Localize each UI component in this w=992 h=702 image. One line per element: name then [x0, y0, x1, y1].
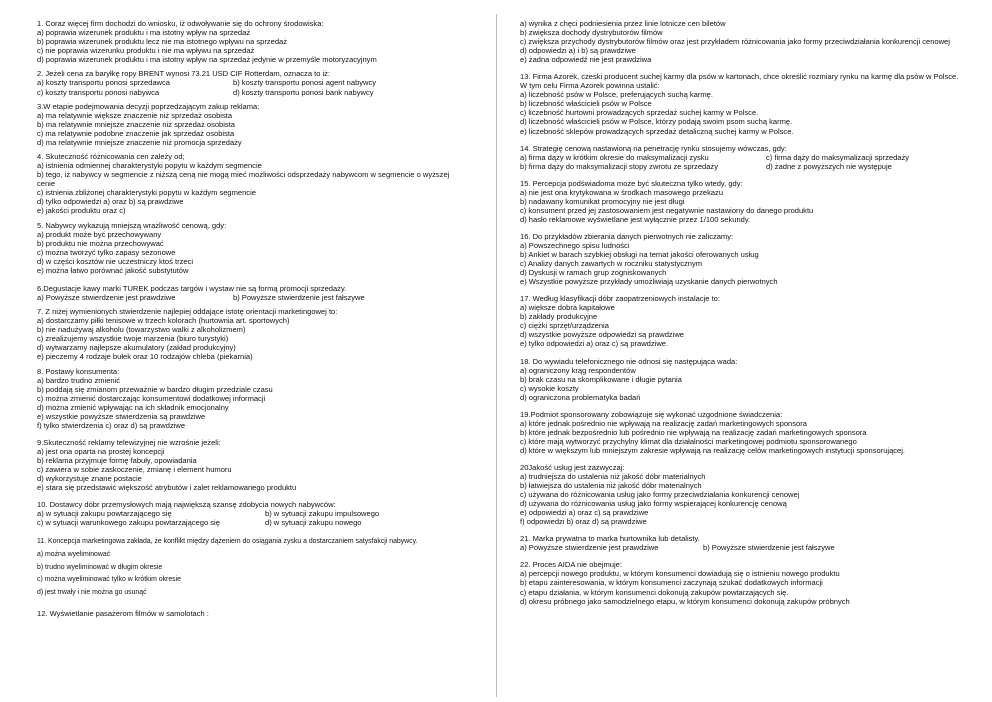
question-22 [520, 560, 965, 605]
answer-option: b) liczebność właścicieli psów w Polsce [520, 99, 652, 109]
question-title: 5. Nabywcy wykazują mniejszą wrażliwość cenową, gdy: [37, 220, 227, 230]
answer-option: a) ograniczony krąg respondentów [520, 365, 636, 375]
question-11 [37, 537, 467, 599]
answer-option: c) używana do różnicowania usług jako formy przeciwdziałania konkurencji cenowej [520, 490, 800, 500]
answer-option: b) Powyższe stwierdzenie jest fałszywe [233, 293, 365, 303]
answer-option: d) żadne z powyższych nie występuje [766, 161, 892, 171]
answer-option: e) Wszystkie powyższe przykłady umożliwiają uzyskanie danych pierwotnych [520, 277, 778, 287]
answer-option: c) można wyeliminować tylko w krótkim okresie [37, 576, 181, 584]
answer-option: c) zwiększa przychody dystrybutorów filmów oraz jest przykładem różnicowania jako formy przeciwdziałania konkurencji cenowej [520, 37, 950, 47]
question-title: 6.Degustacje kawy marki TUREK podczas targów i wystaw nie są formą promocji sprzedaży. [37, 283, 347, 293]
answer-row [520, 543, 965, 552]
answer-option: b) firma dąży do maksymalizacji stopy zwrotu ze sprzedaży [520, 161, 718, 171]
answer-option: d) Dyskusji w ramach grup zogniskowanych [520, 268, 667, 278]
question-20 [520, 463, 965, 526]
question-title: 14. Strategię cenową nastawioną na penetrację rynku stosujemy wówczas, gdy: [520, 143, 787, 153]
question-13 [520, 72, 965, 135]
question-title: 13. Firma Azorek, czeski producent suchej karmy dla psów w kartonach, chce określić rozmiary rynku na karmę dla psów w Polsce. W tym celu Firma Azorek powinna ustalić: [520, 72, 959, 91]
answer-option: a) produkt może być przechowywany [37, 229, 162, 239]
question-title: 19.Podmiot sponsorowany zobowiązuje się wykonać uzgodnione świadczenia: [520, 409, 783, 419]
answer-option: e) można łatwo porównać jakość substytutów [37, 265, 189, 275]
answer-option: b) poprawia wizerunek produktu lecz nie ma istotnego wpływu na sprzedaż [37, 37, 288, 47]
question-12-continued [520, 19, 965, 64]
answer-option: f) odpowiedzi b) oraz d) są prawdziwe [520, 517, 647, 527]
question-4 [37, 152, 467, 215]
answer-option: a) większe dobra kapitałowe [520, 303, 615, 313]
answer-option: a) nie jest ona krytykowana w środkach masowego przekazu [520, 187, 724, 197]
question-title: 18. Do wywiadu telefonicznego nie odnosi się następująca wada: [520, 356, 738, 366]
answer-option: d) wytwarzamy najlepsze akumulatory (zakład produkcyjny) [37, 343, 236, 353]
question-12 [37, 609, 467, 618]
answer-option: b) Ankiet w barach szybkiej obsługi na temat jakości oferowanych usług [520, 250, 759, 260]
answer-option: c) można zmienić dostarczając konsumentowi dodatkowej informacji [37, 393, 266, 403]
answer-option: b) zakłady produkcyjne [520, 312, 598, 322]
answer-option: a) Powszechnego spisu ludności [520, 240, 630, 250]
answer-option: a) jest ona oparta na prostej koncepcji [37, 447, 165, 457]
answer-option: d) wykorzystuje znane postacie [37, 474, 142, 484]
answer-option: c) firma dąży do maksymalizacji sprzedaży [766, 152, 910, 162]
answer-option: a) ma relatywnie większe znaczenie niż sprzedaż osobista [37, 110, 233, 120]
answer-option: b) łatwiejsza do ustalenia niż jakość dóbr materialnych [520, 481, 702, 491]
question-title: 22. Proces AIDA nie obejmuje: [520, 560, 622, 570]
answer-option: d) wszystkie powyższe odpowiedzi są prawdziwe [520, 330, 685, 340]
answer-option: d) które w większym lub mniejszym zakresie wpływają na realizację celów marketingowych instytucji sponsorującej. [520, 445, 906, 455]
answer-option: c) ma relatywnie podobne znaczenie jak sprzedaż osobista [37, 128, 235, 138]
question-title: 11. Koncepcja marketingowa zakłada, że konflikt między dążeniem do osiągania zysku a dostarczaniem satysfakcji nabywcy. [37, 538, 418, 546]
column-divider [496, 14, 497, 697]
answer-row [520, 153, 965, 162]
answer-option: a) które jednak pośrednio nie wpływają na realizację zadań marketingowych sponsora [520, 418, 807, 428]
answer-option: c) można tworzyć tylko zapasy sezonowe [37, 247, 176, 257]
answer-option: c) zawiera w sobie zaskoczenie, zmianę i element humoru [37, 465, 232, 475]
answer-option: d) poprawia wizerunek produktu i ma istotny wpływ na sprzedaż jedynie w przemyśle motoryzacyjnym [37, 55, 377, 65]
answer-option: a) liczebność psów w Polsce, preferujących suchą karmę. [520, 90, 713, 100]
answer-option: c) które mają wytworzyć przychylny klimat dla działalności marketingowej podmiotu sponsorowanego [520, 436, 857, 446]
question-17 [520, 294, 965, 348]
question-8 [37, 367, 467, 430]
question-1 [37, 19, 467, 64]
answer-option: c) Analizy danych zawartych w roczniku statystycznym [520, 259, 703, 269]
answer-option: c) nie poprawia wizerunku produktu i nie ma wpływu na sprzedaż [37, 46, 255, 56]
question-7 [37, 307, 467, 361]
answer-option: c) w sytuacji warunkowego zakupu powtarzającego się [37, 518, 220, 528]
right-column [520, 19, 965, 611]
question-14 [520, 144, 965, 171]
answer-option: e) tylko odpowiedzi a) oraz c) są prawdziwe. [520, 339, 669, 349]
answer-row [37, 88, 467, 97]
question-15 [520, 179, 965, 224]
question-title: 3.W etapie podejmowania decyzji poprzedzającym zakup reklama: [37, 101, 260, 111]
answer-option: a) dostarczamy piłki tenisowe w trzech kolorach (hurtownia art. sportowych) [37, 316, 290, 326]
answer-option: b) które jednak bezpośrednio lub pośrednio nie wpływają na realizację zadań marketingowych sponsora [520, 427, 867, 437]
answer-option: c) konsument przed jej zastosowaniem jest negatywnie nastawiony do danego produktu [520, 205, 814, 215]
answer-option: d) okresu próbnego jako samodzielnego etapu, w którym konsumenci dokonują zakupów próbnych [520, 596, 850, 606]
answer-option: b) koszty transportu ponosi agent nabywcy [233, 78, 377, 88]
answer-option: d) można zmienić wpływając na ich składnik emocjonalny [37, 402, 229, 412]
answer-option: a) trudniejsza do ustalenia niż jakość dóbr materialnych [520, 472, 706, 482]
answer-option: a) poprawia wizerunek produktu i ma istotny wpływ na sprzedaż [37, 28, 251, 38]
question-title: 1. Coraz więcej firm dochodzi do wniosku, iż odwoływanie się do ochrony środowiska: [37, 19, 324, 28]
answer-option: a) można wyeliminować [37, 550, 111, 558]
answer-option: c) liczebność hurtowni prowadzących sprzedaż suchej karmy w Polsce. [520, 108, 759, 118]
answer-option: c) zrealizujemy wszystkie twoje marzenia (biuro turystyki) [37, 334, 229, 344]
answer-option: b) trudno wyeliminować w długim okresie [37, 563, 163, 571]
question-title: 15. Percepcja podświadoma może być skuteczna tylko wtedy, gdy: [520, 178, 743, 188]
answer-option: a) bardzo trudno zmienić [37, 375, 121, 385]
answer-option: d) jest trwały i nie można go usunąć [37, 588, 147, 596]
answer-option: b) produktu nie można przechowywać [37, 238, 164, 248]
question-title: 16. Do przykładów zbierania danych pierwotnych nie zaliczamy: [520, 231, 734, 241]
answer-option: e) pieczemy 4 rodzaje bułek oraz 10 rodzajów chleba (piekarnia) [37, 352, 253, 362]
answer-option: a) Powyższe stwierdzenie jest prawdziwe [37, 293, 176, 303]
answer-option: e) liczebność sklepów prowadzących sprzedaż detaliczną suchej karmy w Polsce. [520, 126, 794, 136]
question-10 [37, 500, 467, 527]
answer-option: b) poddają się zmianom przeważnie w bardzo długim przedziale czasu [37, 384, 273, 394]
answer-option: a) percepcji nowego produktu, w którym konsumenci dowiadują się o istnieniu nowego produktu [520, 569, 840, 579]
answer-option: a) Powyższe stwierdzenie jest prawdziwe [520, 543, 659, 553]
answer-option: c) istnienia zbliżonej charakterystyki popytu w każdym segmencie [37, 188, 256, 198]
question-title: 10. Dostawcy dóbr przemysłowych mają największą szansę zdobycia nowych nabywców: [37, 500, 336, 510]
answer-option: b) nadawany komunikat promocyjny nie jest długi [520, 196, 685, 206]
answer-option: d) używana do różnicowania usług jako formy wspierającej konkurencję cenową [520, 499, 787, 509]
answer-option: d) w sytuacji zakupu nowego [265, 518, 362, 528]
answer-option: b) w sytuacji zakupu impulsowego [265, 509, 380, 519]
answer-option: d) koszty transportu ponosi bank nabywcy [233, 87, 374, 97]
answer-option: e) wszystkie powyższe stwierdzenia są prawdziwe [37, 411, 206, 421]
answer-row [37, 509, 467, 518]
answer-option: d) ograniczona problematyka badań [520, 392, 641, 402]
answer-row [37, 518, 467, 527]
answer-option: a) wynika z chęci podniesienia przez linie lotnicze cen biletów [520, 19, 726, 28]
answer-option: a) koszty transportu ponosi sprzedawca [37, 78, 170, 88]
answer-row [37, 78, 467, 87]
question-title: 21. Marka prywatna to marka hurtownika lub detalisty. [520, 534, 700, 544]
answer-option: b) ma relatywnie mniejsze znaczenie niż sprzedaż osobista [37, 119, 235, 129]
answer-option: c) wysokie koszty [520, 383, 579, 393]
answer-option: a) firma dąży w krótkim okresie do maksymalizacji zysku [520, 152, 709, 162]
answer-option: d) odpowiedzi a) i b) są prawdziwe [520, 46, 636, 56]
question-title: 7. Z niżej wymienionych stwierdzenie najlepiej oddające istotę orientacji marketingowej to: [37, 307, 338, 317]
answer-option: a) istnienia odmiennej charakterystyki popytu w każdym segmencie [37, 161, 262, 171]
answer-option: c) ciężki sprzęt/urządzenia [520, 321, 609, 331]
answer-option: d) hasło reklamowe wyświetlane jest wyłącznie przez 1/100 sekundy. [520, 214, 751, 224]
answer-option: f) tylko stwierdzenia c) oraz d) są prawdziwe [37, 421, 186, 430]
answer-option: b) zwiększa dochody dystrybutorów filmów [520, 28, 663, 38]
question-title: 20Jakość usług jest zazwyczaj: [520, 462, 625, 472]
question-21 [520, 534, 965, 552]
answer-option: a) w sytuacji zakupu powtarzającego się [37, 509, 172, 519]
question-3 [37, 102, 467, 147]
answer-option: c) koszty transportu ponosi nabywca [37, 87, 160, 97]
question-2 [37, 69, 467, 96]
answer-option: e) odpowiedzi a) oraz c) są prawdziwe [520, 508, 649, 518]
question-19 [520, 410, 965, 455]
question-title: 2. Jeżeli cena za baryłkę ropy BRENT wynosi 73.21 USD CIF Rotterdam, oznacza to iż: [37, 69, 331, 79]
question-title: 9.Skuteczność reklamy telewizyjnej nie wzrośnie jeżeli: [37, 438, 221, 448]
answer-option: b) tego, iż nabywcy w segmencie z niższą ceną nie mogą mieć możliwości odsprzedaży nabywcom w segmencie o wyższej cenie [37, 170, 450, 189]
question-title: 4. Skuteczność różnicowania cen zależy od; [37, 152, 185, 162]
question-title: 8. Postawy konsumenta: [37, 366, 120, 376]
answer-option: d) w części kosztów nie uczestniczy ktoś trzeci [37, 256, 194, 266]
question-16 [520, 232, 965, 286]
answer-row [37, 293, 467, 302]
answer-option: d) ma relatywnie mniejsze znaczenie niż promocja sprzedaży [37, 137, 242, 147]
answer-option: d) tylko odpowiedzi a) oraz b) są prawdziwe [37, 197, 184, 207]
answer-option: b) reklama przyjmuje formę fabuły, opowiadania [37, 456, 197, 466]
answer-option: c) etapu działania, w którym konsumenci dokonują zakupów powtarzających się. [520, 587, 789, 597]
answer-option: e) stara się przedstawić większość atrybutów i zalet reklamowanego produktu [37, 483, 297, 493]
answer-option: b) Powyższe stwierdzenie jest fałszywe [703, 543, 835, 553]
answer-row [520, 162, 965, 171]
question-title: 12. Wyświetlanie pasażerom filmów w samolotach : [37, 609, 209, 619]
answer-option: b) brak czasu na skomplikowane i długie pytania [520, 374, 682, 384]
left-column [37, 19, 467, 624]
answer-option: b) nie nadużywaj alkoholu (towarzystwo walki z alkoholizmem) [37, 325, 246, 335]
question-9 [37, 438, 467, 492]
question-5 [37, 221, 467, 275]
answer-option: e) jakości produktu oraz c) [37, 206, 126, 216]
answer-option: d) liczebność właścicieli psów w Polsce, którzy podają swoim psom suchą karmę. [520, 117, 793, 127]
question-18 [520, 357, 965, 402]
answer-option: b) etapu zainteresowania, w którym konsumenci zaczynają szukać dodatkowych informacji [520, 578, 823, 588]
question-6 [37, 284, 467, 302]
answer-option: e) żadna odpowiedź nie jest prawdziwa [520, 55, 652, 65]
question-title: 17. Według klasyfikacji dóbr zaopatrzeniowych instalacje to: [520, 294, 720, 304]
